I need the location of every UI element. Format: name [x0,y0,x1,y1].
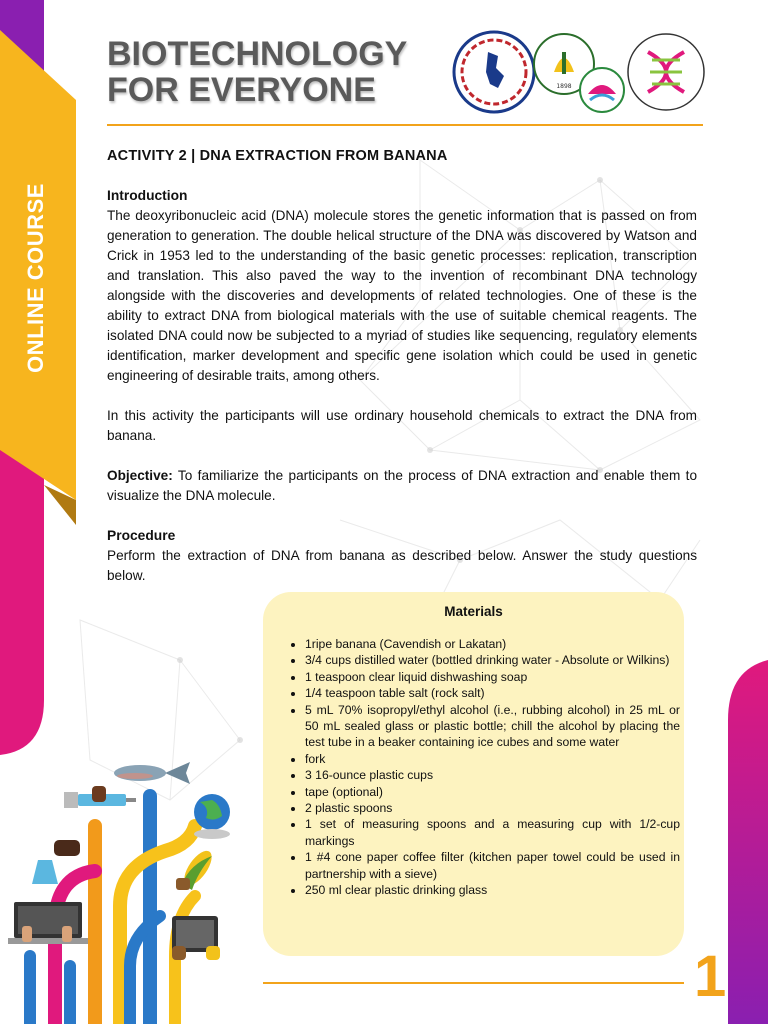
activity-content [107,146,697,586]
list-item: • 1 #4 cone paper coffee filter (kitchen paper towel could be used in partnership with a sieve) [305,849,680,882]
list-item: • 1/4 teaspoon table salt (rock salt) [305,685,680,701]
introduction-heading: Introduction [107,188,188,203]
header-divider [107,124,703,126]
list-item: • 2 plastic spoons [305,800,680,816]
online-course-label: ONLINE COURSE [23,183,48,373]
list-item: • fork [305,751,680,767]
fish-icon [114,762,190,784]
procedure-heading: Procedure [107,528,176,543]
objective-paragraph [107,466,697,506]
page-title [107,36,407,108]
title-line-2: FOR EVERYONE [107,71,376,109]
laptop-icon [8,902,88,944]
right-decorative-ribbon [728,660,768,1024]
philippine-seal-icon [454,32,534,112]
materials-box [263,592,684,956]
page-number: 1 [694,944,727,1009]
materials-title: Materials [444,604,503,619]
biotech-illustration [0,756,240,1024]
footer-divider [263,982,684,984]
list-item: • 1ripe banana (Cavendish or Lakatan) [305,636,680,652]
objective-label: Objective: [107,468,173,483]
bureau-seal-icon [580,68,624,112]
globe-icon [194,794,230,839]
list-item: • 5 mL 70% isopropyl/ethyl alcohol (i.e., rubbing alcohol) in 25 mL or 50 mL sealed glass or plastic bottle; chill the alcohol by placing the test tube in a beaker containing ice cubes and some water [305,702,680,751]
tablet-icon [172,916,220,960]
list-item: • 250 ml clear plastic drinking glass [305,882,680,898]
list-item: • tape (optional) [305,784,680,800]
activity-title: ACTIVITY 2 | DNA EXTRACTION FROM BANANA [107,148,448,164]
list-item: • 3 16-ounce plastic cups [305,767,680,783]
list-item: • 1 set of measuring spoons and a measuring cup with 1/2-cup markings [305,816,680,849]
list-item: • 1 teaspoon clear liquid dishwashing soap [305,669,680,685]
title-line-1: BIOTECHNOLOGY [107,35,408,73]
objective-text: To familiarize the participants on the process of DNA extraction and enable them to visualize the DNA molecule. [107,468,698,503]
introduction-paragraph-1: The deoxyribonucleic acid (DNA) molecule stores the genetic information that is passed on from generation to generation. The double helical structure of the DNA was discovered by Watson and Crick in 1953 led to the understanding of the basic genetic processes: replication, transcription and translation. This also paved the way to the invention of recombinant DNA technology alongside with the discoveries and developments of related technologies. One of these is the ability to extract DNA from biological materials with the use of suitable chemical reagents. The isolated DNA could now be subjected to a myriad of studies like sequencing, regulatory elements identification, marker development and specific gene isolation which could be used in genetic engineering of desirable traits, among others. [107,208,697,383]
introduction-paragraph-2: In this activity the participants will use ordinary household chemicals to extract the DNA from banana. [107,408,697,443]
partner-logos [452,30,708,114]
syringe-icon [64,786,136,808]
list-item: • 3/4 cups distilled water (bottled drinking water - Absolute or Wilkins) [305,652,680,668]
materials-list [287,636,680,899]
corn-icon [176,846,217,890]
procedure-text: Perform the extraction of DNA from banana as described below. Answer the study questions below. [107,548,697,583]
seal-year: 1898 [556,83,572,90]
biotechnology-coalition-seal-icon [628,34,704,110]
